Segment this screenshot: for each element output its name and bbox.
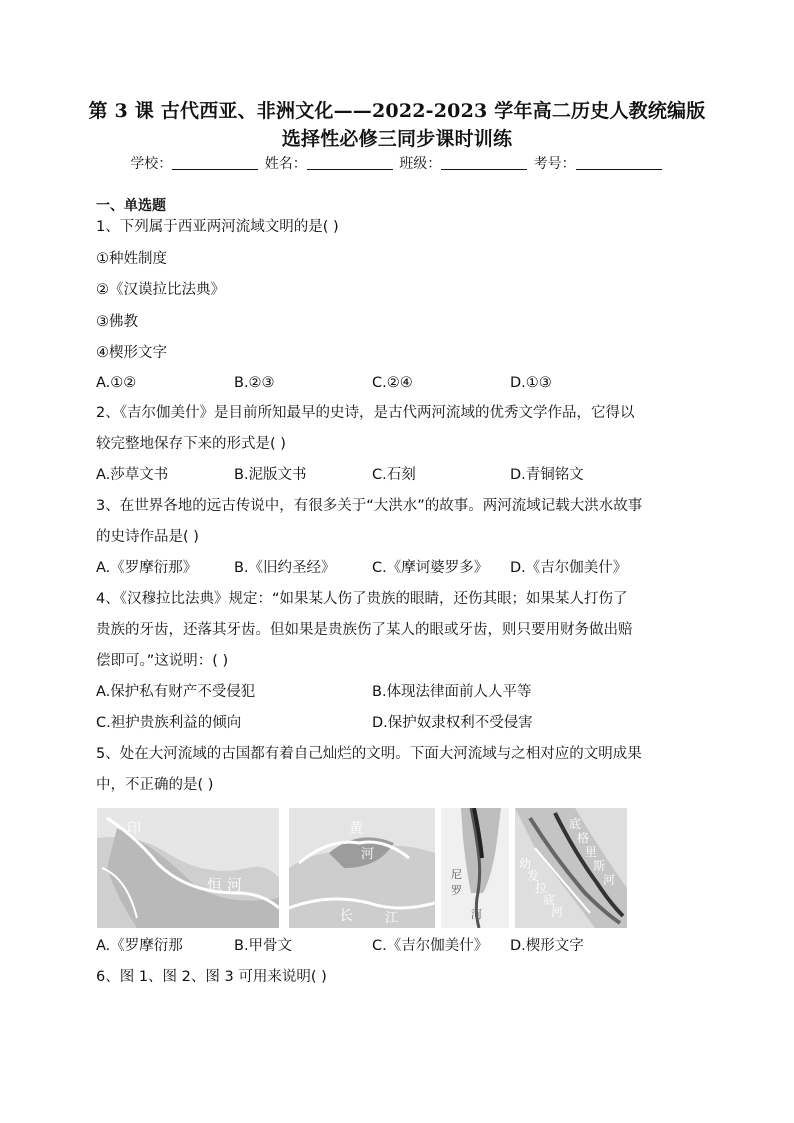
map4-label: 发 bbox=[527, 869, 540, 883]
q6-stem: 6、图 1、图 2、图 3 可用来说明( ) bbox=[96, 969, 327, 985]
q2-option-b[interactable]: B.泥版文书 bbox=[234, 467, 307, 483]
map1-label: 河 bbox=[227, 876, 243, 894]
map2-label: 江 bbox=[385, 911, 399, 926]
class-blank[interactable] bbox=[441, 155, 527, 170]
q2-option-d[interactable]: D.青铜铭文 bbox=[510, 467, 584, 483]
q5-option-c[interactable]: C.《吉尔伽美什》 bbox=[372, 938, 489, 954]
map4-label: 幼 bbox=[519, 857, 532, 871]
q5-option-a[interactable]: A.《罗摩衍那 bbox=[96, 938, 183, 954]
map4-label: 斯 bbox=[593, 859, 606, 873]
map-ganges bbox=[97, 808, 279, 928]
q3-stem-line2: 的史诗作品是( ) bbox=[96, 529, 199, 545]
school-label: 学校： bbox=[130, 156, 173, 172]
map2-label: 长 bbox=[339, 908, 353, 924]
q2-option-c[interactable]: C.石刻 bbox=[372, 467, 416, 483]
map4-label: 底 bbox=[543, 893, 556, 907]
q5-stem-line1: 5、处在大河流域的古国都有着自己灿烂的文明。下面大河流域与之相对应的文明成果 bbox=[96, 746, 642, 762]
q2-stem-line1: 2、《吉尔伽美什》是目前所知最早的史诗，是古代两河流域的优秀文学作品，它得以 bbox=[96, 405, 635, 421]
q1-option-d[interactable]: D.①③ bbox=[510, 375, 552, 391]
q3-option-c[interactable]: C.《摩诃婆罗多》 bbox=[372, 560, 489, 576]
map4-label: 底 bbox=[569, 817, 582, 831]
q5-stem-line2: 中，不正确的是( ) bbox=[96, 777, 214, 793]
q1-item: ①种姓制度 bbox=[96, 251, 167, 267]
q3-option-a[interactable]: A.《罗摩衍那》 bbox=[96, 560, 198, 576]
page-title: 第 3 课 古代西亚、非洲文化——2022-2023 学年高二历史人教统编版 bbox=[88, 100, 706, 122]
section-heading: 一、单选题 bbox=[96, 198, 166, 214]
q2-option-a[interactable]: A.莎草文书 bbox=[96, 467, 169, 483]
q4-option-a[interactable]: A.保护私有财产不受侵犯 bbox=[96, 684, 256, 700]
map-yellow-yangtze bbox=[289, 808, 435, 928]
q5-option-d[interactable]: D.楔形文字 bbox=[510, 938, 584, 954]
q2-stem-line2: 较完整地保存下来的形式是( ) bbox=[96, 436, 286, 452]
q4-option-b[interactable]: B.体现法律面前人人平等 bbox=[372, 684, 532, 700]
class-label: 班级： bbox=[399, 156, 442, 172]
q1-option-a[interactable]: A.①② bbox=[96, 375, 137, 391]
map4-label: 格 bbox=[577, 831, 590, 845]
q4-option-c[interactable]: C.袒护贵族利益的倾向 bbox=[96, 715, 242, 731]
river-maps bbox=[97, 808, 627, 928]
name-blank[interactable] bbox=[307, 155, 393, 170]
map4-label: 拉 bbox=[535, 881, 548, 895]
q3-stem-line1: 3、在世界各地的远古传说中，有很多关于“大洪水”的故事。两河流域记载大洪水故事 bbox=[96, 498, 643, 514]
student-info-line bbox=[0, 153, 794, 173]
exam-no-label: 考号： bbox=[533, 156, 576, 172]
q4-stem-line1: 4、《汉穆拉比法典》规定：“如果某人伤了贵族的眼睛，还伤其眼；如果某人打伤了 bbox=[96, 591, 628, 607]
q1-item: ②《汉谟拉比法典》 bbox=[96, 282, 225, 298]
q4-stem-line2: 贵族的牙齿，还落其牙齿。但如果是贵族伤了某人的眼或牙齿，则只要用财务做出赔 bbox=[96, 622, 633, 638]
q4-option-d[interactable]: D.保护奴隶权利不受侵害 bbox=[372, 715, 533, 731]
q1-item: ④楔形文字 bbox=[96, 345, 167, 361]
page-subtitle: 选择性必修三同步课时训练 bbox=[281, 128, 513, 150]
q1-stem: 1、下列属于西亚两河流域文明的是( ) bbox=[96, 219, 339, 235]
q1-option-c[interactable]: C.②④ bbox=[372, 375, 413, 391]
map3-label: 河 bbox=[471, 908, 482, 921]
q4-stem-line3: 偿即可。”这说明：( ) bbox=[96, 653, 229, 669]
map1-label: 印 bbox=[127, 821, 141, 837]
map3-label: 尼 bbox=[451, 868, 462, 881]
q5-option-b[interactable]: B.甲骨文 bbox=[234, 938, 293, 954]
map1-label: 恒 bbox=[207, 876, 223, 894]
map4-label: 里 bbox=[585, 845, 598, 859]
map-tigris-euphrates bbox=[515, 808, 627, 928]
map2-label: 黄 bbox=[349, 821, 363, 837]
school-blank[interactable] bbox=[172, 155, 258, 170]
q1-item: ③佛教 bbox=[96, 314, 138, 330]
map4-label: 河 bbox=[551, 905, 564, 919]
q1-option-b[interactable]: B.②③ bbox=[234, 375, 275, 391]
name-label: 姓名： bbox=[264, 156, 307, 172]
map2-label: 河 bbox=[361, 847, 375, 862]
map4-label: 河 bbox=[603, 873, 616, 887]
map-nile bbox=[441, 808, 509, 928]
q3-option-b[interactable]: B.《旧约圣经》 bbox=[234, 560, 336, 576]
map3-label: 罗 bbox=[451, 884, 462, 897]
exam-no-blank[interactable] bbox=[576, 155, 662, 170]
q3-option-d[interactable]: D.《吉尔伽美什》 bbox=[510, 560, 628, 576]
